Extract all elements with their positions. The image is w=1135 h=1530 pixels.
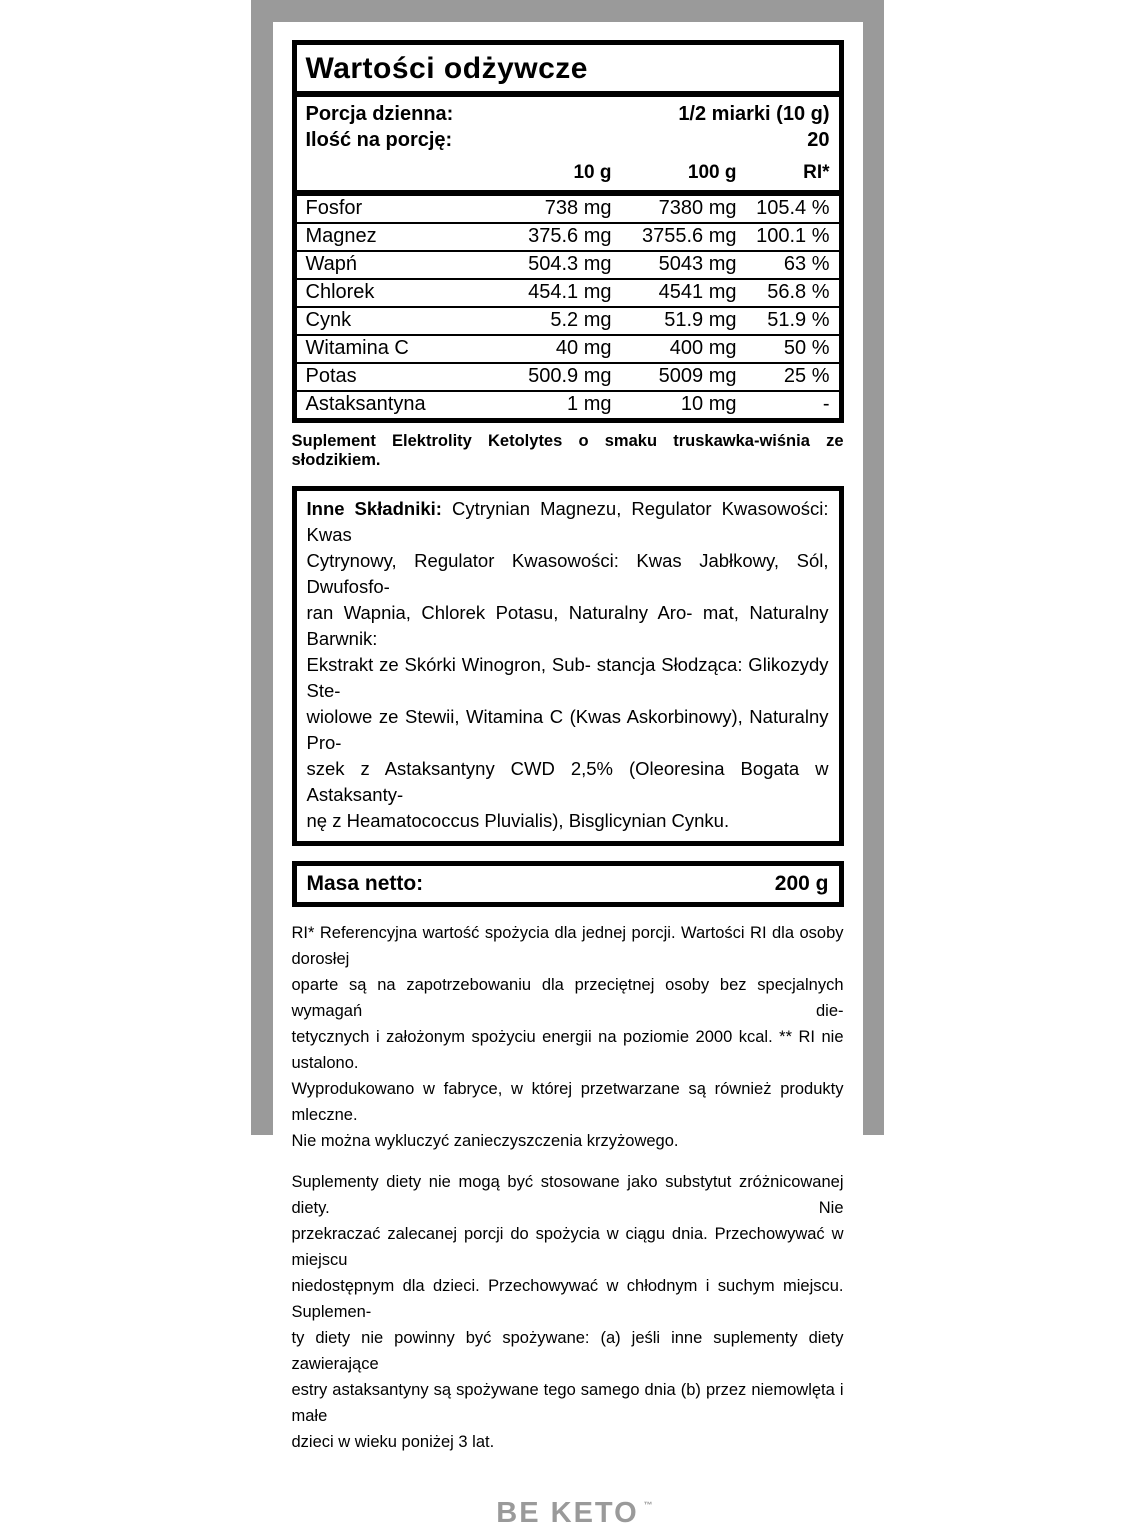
nutrient-ri: 25 % (783, 365, 830, 387)
column-header-100g: 100 g (687, 162, 737, 183)
text-line: wiolowe ze Stewii, Witamina C (Kwas Askorbinowy), Naturalny Pro- (306, 706, 829, 753)
text-line: Suplementy diety nie mogą być stosowane jako substytut zróżnicowanej diety. Nie (291, 1173, 844, 1217)
nutrient-per-10g: 1 mg (567, 393, 612, 415)
nutrient-ri: - (822, 393, 830, 415)
serving-size-row (297, 101, 839, 127)
servings-per-container-row (297, 127, 839, 153)
text-line: ty diety nie powinny być spożywane: (a) jeśli inne suplementy diety zawierające (291, 1329, 844, 1373)
nutrient-name: Magnez (305, 225, 377, 247)
nutrient-table (297, 196, 839, 418)
serving-size-value: 1/2 miarki (10 g) (678, 103, 830, 125)
table-row (297, 222, 839, 250)
nutrient-per-100g: 51.9 mg (664, 309, 737, 331)
text-line: Ekstrakt ze Skórki Winogron, Sub- stancja Słodząca: Glikozydy Ste- (306, 654, 829, 701)
column-header-10g: 10 g (573, 162, 612, 183)
ingredients-box (292, 486, 844, 846)
nutrient-name: Fosfor (305, 197, 363, 219)
serving-size-label: Porcja dzienna: (305, 103, 454, 125)
text-line: Cytrynowy, Regulator Kwasowości: Kwas Jabłkowy, Sól, Dwufosfo- (306, 550, 829, 597)
nutrition-facts-box (292, 40, 844, 423)
nutrient-name: Cynk (305, 309, 352, 331)
ingredients-lines (307, 548, 829, 834)
text-line: nę z Heamatococcus Pluvialis), Bisglicynian Cynku. (306, 810, 730, 831)
nutrient-per-10g: 454.1 mg (528, 281, 612, 303)
nutrient-per-100g: 10 mg (680, 393, 737, 415)
flavor-description: Suplement Elektrolity Ketolytes o smaku truskawka-wiśnia ze słodzikiem. (291, 432, 844, 469)
net-weight-value: 200 g (774, 872, 829, 895)
nutrient-per-100g: 4541 mg (658, 281, 737, 303)
column-header-empty (306, 162, 499, 184)
nutrient-per-10g: 500.9 mg (528, 365, 612, 387)
trademark-symbol: ™ (643, 1500, 653, 1510)
beketo-logo-text: BE KETO (496, 1497, 639, 1529)
text-line: estry astaksantyny są spożywane tego samego dnia (b) przez niemowlęta i małe (291, 1381, 844, 1425)
nutrient-ri: 100.1 % (756, 225, 830, 247)
label-background (251, 0, 884, 1529)
text-line: niedostępnym dla dzieci. Przechowywać w chłodnym i suchym miejscu. Suplemen- (291, 1277, 844, 1321)
nutrient-per-100g: 3755.6 mg (641, 225, 737, 247)
text-line: dzieci w wieku poniżej 3 lat. (291, 1433, 495, 1451)
text-line: Nie można wykluczyć zanieczyszczenia krzyżowego. (291, 1132, 679, 1150)
nutrient-per-10g: 504.3 mg (528, 253, 612, 275)
nutrient-name: Wapń (305, 253, 358, 275)
nutrient-name: Potas (305, 365, 357, 387)
nutrient-ri: 105.4 % (756, 197, 830, 219)
column-header-ri: RI* (803, 162, 830, 183)
ingredients-lead: Inne Składniki: (306, 498, 442, 519)
table-row (297, 278, 839, 306)
table-row (297, 250, 839, 278)
nutrient-per-10g: 738 mg (544, 197, 612, 219)
nutrient-ri: 50 % (783, 337, 830, 359)
text-line: oparte są na zapotrzebowaniu dla przeciętnej osoby bez specjalnych wymagań die- (291, 976, 844, 1020)
text-line: RI* Referencyjna wartość spożycia dla jednej porcji. Wartości RI dla osoby dorosłej (291, 924, 844, 968)
servings-per-container-label: Ilość na porcję: (305, 129, 453, 151)
nutrient-per-10g: 40 mg (555, 337, 612, 359)
table-row (297, 362, 839, 390)
nutrient-name: Chlorek (305, 281, 375, 303)
nutrient-ri: 56.8 % (767, 281, 830, 303)
beketo-logo (473, 1497, 663, 1530)
nutrient-per-10g: 5.2 mg (550, 309, 612, 331)
table-row (297, 196, 839, 222)
nutrient-per-10g: 375.6 mg (528, 225, 612, 247)
ingredients-first-line-rest: Cytrynian Magnezu, Regulator Kwasowości: Kwas (306, 498, 829, 545)
nutrient-per-100g: 7380 mg (658, 197, 737, 219)
net-weight-label: Masa netto: (306, 872, 424, 895)
table-column-headers (297, 153, 839, 190)
storage-warning (292, 1169, 844, 1455)
ri-footnote (292, 920, 844, 1154)
text-line: Wyprodukowano w fabryce, w której przetwarzane są również produkty mleczne. (291, 1080, 844, 1124)
nutrition-title: Wartości odżywcze (305, 52, 588, 85)
servings-per-container-value: 20 (807, 129, 830, 151)
divider-thick (297, 91, 839, 97)
nutrient-ri: 63 % (783, 253, 830, 275)
nutrient-ri: 51.9 % (767, 309, 830, 331)
text-line: ran Wapnia, Chlorek Potasu, Naturalny Aro- mat, Naturalny Barwnik: (306, 602, 829, 649)
table-row (297, 334, 839, 362)
net-weight-box (292, 861, 844, 907)
nutrient-name: Astaksantyna (305, 393, 426, 415)
table-row (297, 306, 839, 334)
nutrient-per-100g: 5009 mg (658, 365, 737, 387)
nutrient-name: Witamina C (305, 337, 409, 359)
table-row (297, 390, 839, 418)
text-line: przekraczać zalecanej porcji do spożycia w ciągu dnia. Przechowywać w miejscu (291, 1225, 844, 1269)
text-line: tetycznych i założonym spożyciu energii na poziomie 2000 kcal. ** RI nie ustalono. (291, 1028, 844, 1072)
nutrient-per-100g: 400 mg (669, 337, 737, 359)
nutrient-per-100g: 5043 mg (658, 253, 737, 275)
text-line: szek z Astaksantyny CWD 2,5% (Oleoresina Bogata w Astaksanty- (306, 758, 829, 805)
label-panel (273, 22, 863, 1471)
ingredients-first-line (307, 496, 829, 548)
